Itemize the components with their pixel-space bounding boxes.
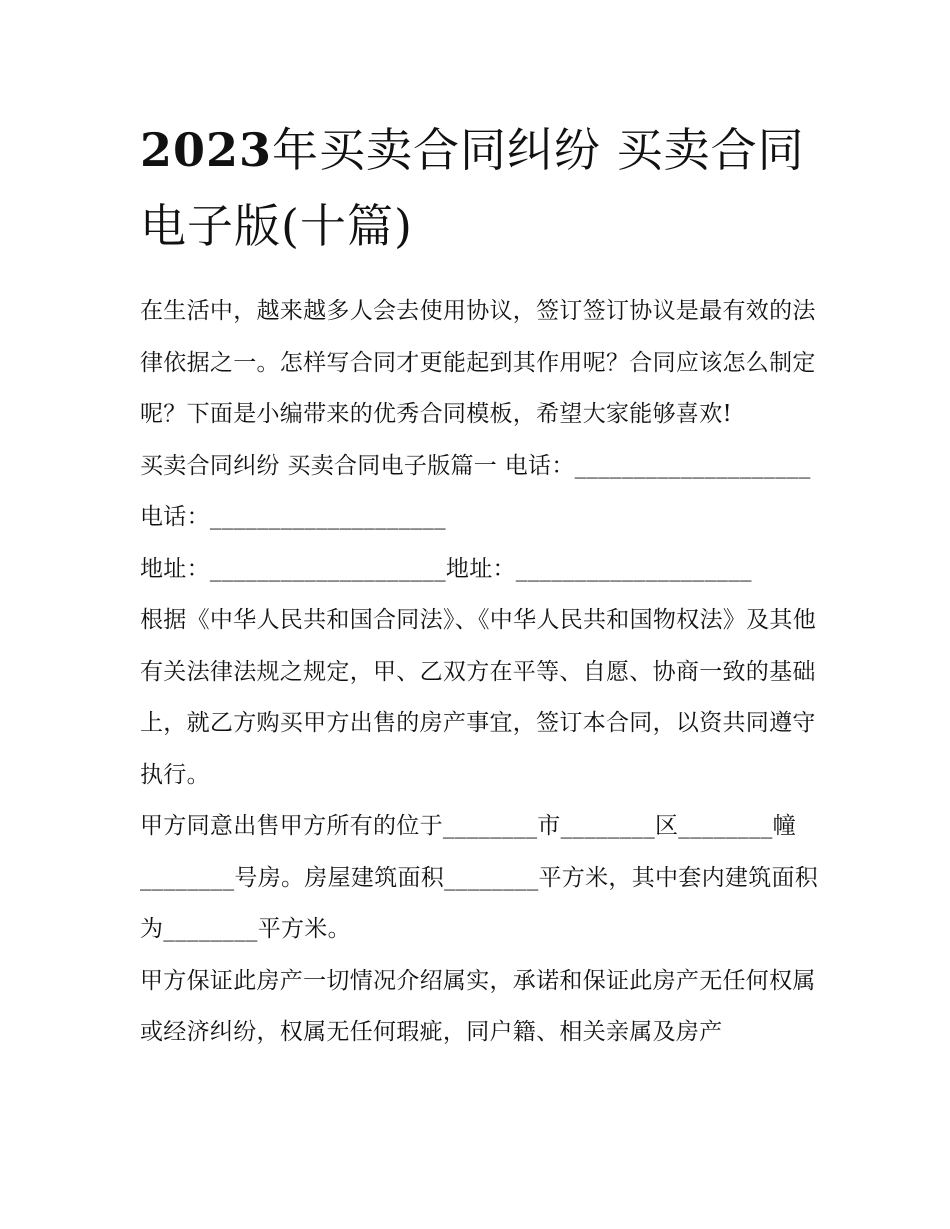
legal-basis-paragraph: 根据《中华人民共和国合同法》、《中华人民共和国物权法》及其他有关法律法规之规定，甲、乙双方在平等、自愿、协商一致的基础上，就乙方购买甲方出售的房产事宜，签订本合同，以资共同遵守执行。 [140,607,816,788]
document-page [140,112,820,1059]
party-address-line: 地址：____________________地址：____________________ [140,555,752,582]
seller-guarantee-paragraph: 甲方保证此房产一切情况介绍属实，承诺和保证此房产无任何权属或经济纠纷，权属无任何瑕疵，同户籍、相关亲属及房产 [140,967,816,1045]
party-phone-line: 买卖合同纠纷 买卖合同电子版篇一 电话：____________________电话：____________________ [140,452,811,530]
intro-paragraph: 在生活中，越来越多人会去使用协议，签订签订协议是最有效的法律依据之一。怎样写合同才更能起到其作用呢？合同应该怎么制定呢？下面是小编带来的优秀合同模板，希望大家能够喜欢! [140,298,816,427]
title-text: 年买卖合同纠纷 买卖合同电子版(十篇) [140,123,805,253]
title-year: 2023 [140,123,273,177]
property-location-paragraph: 甲方同意出售甲方所有的位于________市________区________幢________号房。房屋建筑面积________平方米，其中套内建筑面积为________平方米。 [140,813,819,942]
document-title [140,112,820,264]
